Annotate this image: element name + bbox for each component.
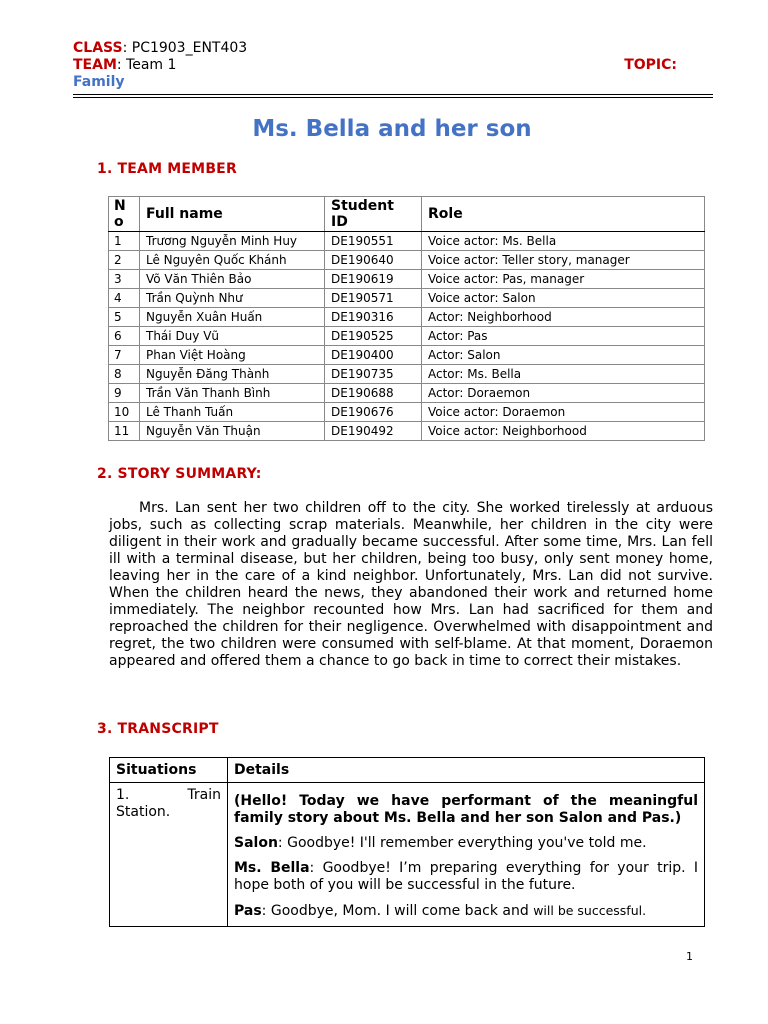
document-title: Ms. Bella and her son	[252, 116, 532, 142]
cell-role: Actor: Pas	[422, 327, 705, 346]
class-line	[73, 40, 713, 57]
cell-no: 3	[109, 270, 140, 289]
cell-role: Voice actor: Teller story, manager	[422, 251, 705, 270]
class-value: : PC1903_ENT403	[122, 40, 248, 56]
cell-no: 4	[109, 289, 140, 308]
cell-full-name: Nguyễn Văn Thuận	[140, 422, 325, 441]
cell-role: Voice actor: Doraemon	[422, 403, 705, 422]
page-number: 1	[686, 950, 693, 963]
column-header-full-name: Full name	[140, 197, 325, 232]
cell-student-id: DE190676	[325, 403, 422, 422]
cell-role: Voice actor: Ms. Bella	[422, 232, 705, 251]
team-label: TEAM	[73, 57, 117, 73]
speaker-name: Pas	[234, 903, 262, 919]
dialogue-line	[234, 902, 698, 920]
team-line	[73, 57, 713, 74]
section-heading-transcript: 3. TRANSCRIPT	[97, 721, 219, 737]
cell-student-id: DE190525	[325, 327, 422, 346]
cell-student-id: DE190492	[325, 422, 422, 441]
cell-role: Actor: Salon	[422, 346, 705, 365]
cell-full-name: Trần Văn Thanh Bình	[140, 384, 325, 403]
table-row	[109, 403, 705, 422]
cell-role: Voice actor: Salon	[422, 289, 705, 308]
transcript-table	[109, 757, 705, 927]
cell-full-name: Phan Việt Hoàng	[140, 346, 325, 365]
cell-role: Actor: Ms. Bella	[422, 365, 705, 384]
cell-no: 2	[109, 251, 140, 270]
cell-no: 7	[109, 346, 140, 365]
situation-cell: 1. Train Station.	[110, 783, 228, 927]
table-row	[109, 346, 705, 365]
table-row	[109, 327, 705, 346]
table-row	[109, 422, 705, 441]
cell-role: Actor: Neighborhood	[422, 308, 705, 327]
cell-student-id: DE190551	[325, 232, 422, 251]
cell-role: Voice actor: Neighborhood	[422, 422, 705, 441]
page-header	[73, 40, 713, 91]
column-header-situations: Situations	[110, 758, 228, 783]
cell-full-name: Nguyễn Xuân Huấn	[140, 308, 325, 327]
table-row	[109, 365, 705, 384]
cell-no: 5	[109, 308, 140, 327]
cell-full-name: Trương Nguyễn Minh Huy	[140, 232, 325, 251]
table-row	[109, 289, 705, 308]
cell-full-name: Thái Duy Vũ	[140, 327, 325, 346]
column-header-role: Role	[422, 197, 705, 232]
dialogue-line	[234, 835, 698, 852]
cell-no: 9	[109, 384, 140, 403]
dialogue-text: : Goodbye! I'll remember everything you've told me.	[277, 835, 647, 851]
column-header-student-id: Student ID	[325, 197, 422, 232]
cell-full-name: Lê Nguyên Quốc Khánh	[140, 251, 325, 270]
dialogue-text: : Goodbye, Mom. I will come back and	[261, 903, 534, 919]
cell-full-name: Trần Quỳnh Như	[140, 289, 325, 308]
dialogue-text-small: will be successful.	[533, 903, 647, 918]
team-member-table	[108, 196, 705, 441]
details-cell	[228, 783, 705, 927]
cell-no: 10	[109, 403, 140, 422]
table-row	[109, 232, 705, 251]
cell-no: 1	[109, 232, 140, 251]
team-value: : Team 1	[116, 57, 177, 73]
table-header-row	[110, 758, 705, 783]
cell-full-name: Võ Văn Thiên Bảo	[140, 270, 325, 289]
dialogue-text: : Goodbye! I’m preparing everything for your trip. I hope both of you will be successful in the future.	[234, 860, 699, 893]
cell-no: 6	[109, 327, 140, 346]
header-divider	[73, 94, 713, 98]
speaker-name: Ms. Bella	[234, 860, 310, 876]
cell-no: 11	[109, 422, 140, 441]
table-row	[109, 384, 705, 403]
intro-line: (Hello! Today we have performant of the meaningful family story about Ms. Bella and her son Salon and Pas.)	[234, 793, 698, 826]
cell-role: Voice actor: Pas, manager	[422, 270, 705, 289]
story-summary-text: Mrs. Lan sent her two children off to the city. She worked tirelessly at arduous jobs, such as collecting scrap materials. Meanwhile, her children in the city were diligent in their work and gradually became successful. After some time, Mrs. Lan fell ill with a terminal disease, but her children, being too busy, only sent money home, leaving her in the care of a kind neighbor. Unfortunately, Mrs. Lan did not survive. When the children heard the news, they abandoned their work and returned home immediately. The neighbor recounted how Mrs. Lan had sacrificed for them and reproached the children for their negligence. Overwhelmed with disappointment and regret, the two children were consumed with self-blame. At that moment, Doraemon appeared and offered them a chance to go back in time to correct their mistakes.	[109, 500, 713, 669]
table-row	[110, 783, 705, 927]
dialogue-line	[234, 860, 698, 894]
story-summary-paragraph	[109, 500, 713, 670]
topic-value: Family	[73, 74, 125, 90]
cell-no: 8	[109, 365, 140, 384]
table-header-row	[109, 197, 705, 232]
cell-role: Actor: Doraemon	[422, 384, 705, 403]
cell-student-id: DE190735	[325, 365, 422, 384]
cell-student-id: DE190400	[325, 346, 422, 365]
cell-student-id: DE190571	[325, 289, 422, 308]
speaker-name: Salon	[234, 835, 278, 851]
section-heading-story-summary: 2. STORY SUMMARY:	[97, 466, 262, 482]
cell-student-id: DE190640	[325, 251, 422, 270]
topic-label: TOPIC:	[624, 57, 677, 73]
column-header-details: Details	[228, 758, 705, 783]
table-row	[109, 251, 705, 270]
table-row	[109, 308, 705, 327]
section-heading-team-member: 1. TEAM MEMBER	[97, 161, 237, 177]
cell-full-name: Lê Thanh Tuấn	[140, 403, 325, 422]
column-header-no: N o	[109, 197, 140, 232]
cell-full-name: Nguyễn Đăng Thành	[140, 365, 325, 384]
class-label: CLASS	[73, 40, 123, 56]
cell-student-id: DE190688	[325, 384, 422, 403]
table-row	[109, 270, 705, 289]
cell-student-id: DE190619	[325, 270, 422, 289]
cell-student-id: DE190316	[325, 308, 422, 327]
